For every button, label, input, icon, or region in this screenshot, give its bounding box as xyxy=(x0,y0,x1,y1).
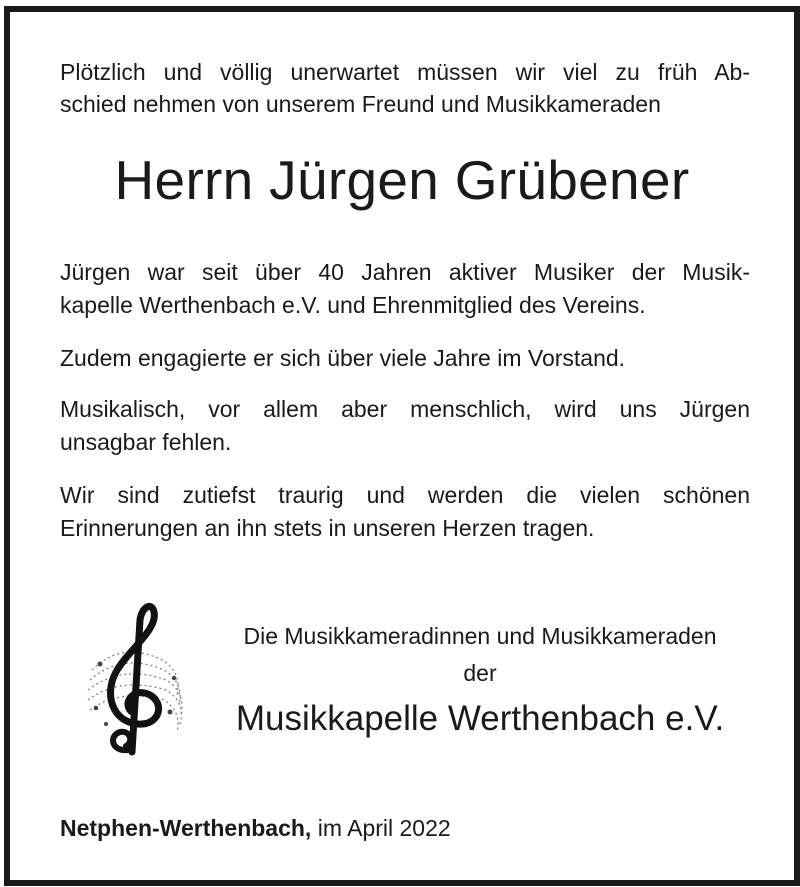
paragraph-1-line-1: Jürgen war seit über 40 Jahren aktiver Musiker der Musik- xyxy=(60,259,750,285)
signature-line-2: der xyxy=(463,660,497,686)
signature-line-1: Die Musikkameradinnen und Musikkameraden xyxy=(243,623,717,649)
date-text: im April 2022 xyxy=(311,815,451,841)
paragraph-2-line-1: Zudem engagierte er sich über viele Jahre im Vorstand. xyxy=(60,345,626,371)
deceased-name: Herrn Jürgen Grübener xyxy=(114,149,690,211)
intro-line-2: schied nehmen von unserem Freund und Musikkameraden xyxy=(60,91,661,117)
paragraph-3-line-1: Musikalisch, vor allem aber menschlich, wird uns Jürgen xyxy=(60,396,750,422)
paragraph-4-line-2: Erinnerungen an ihn stets in unseren Herzen tragen. xyxy=(60,515,595,541)
place-name: Netphen-Werthenbach, xyxy=(60,815,312,841)
intro-line-1: Plötzlich und völlig unerwartet müssen wir viel zu früh Ab- xyxy=(60,59,750,85)
paragraph-3-line-2: unsagbar fehlen. xyxy=(60,429,232,455)
paragraph-1-line-2: kapelle Werthenbach e.V. und Ehrenmitglied des Vereins. xyxy=(60,292,646,318)
treble-clef-icon xyxy=(82,600,192,770)
obituary-notice xyxy=(4,6,800,886)
paragraph-4-line-1: Wir sind zutiefst traurig und werden die vielen schönen xyxy=(60,482,750,508)
place-date-line xyxy=(60,814,451,843)
organization-name: Musikkapelle Werthenbach e.V. xyxy=(235,699,725,738)
